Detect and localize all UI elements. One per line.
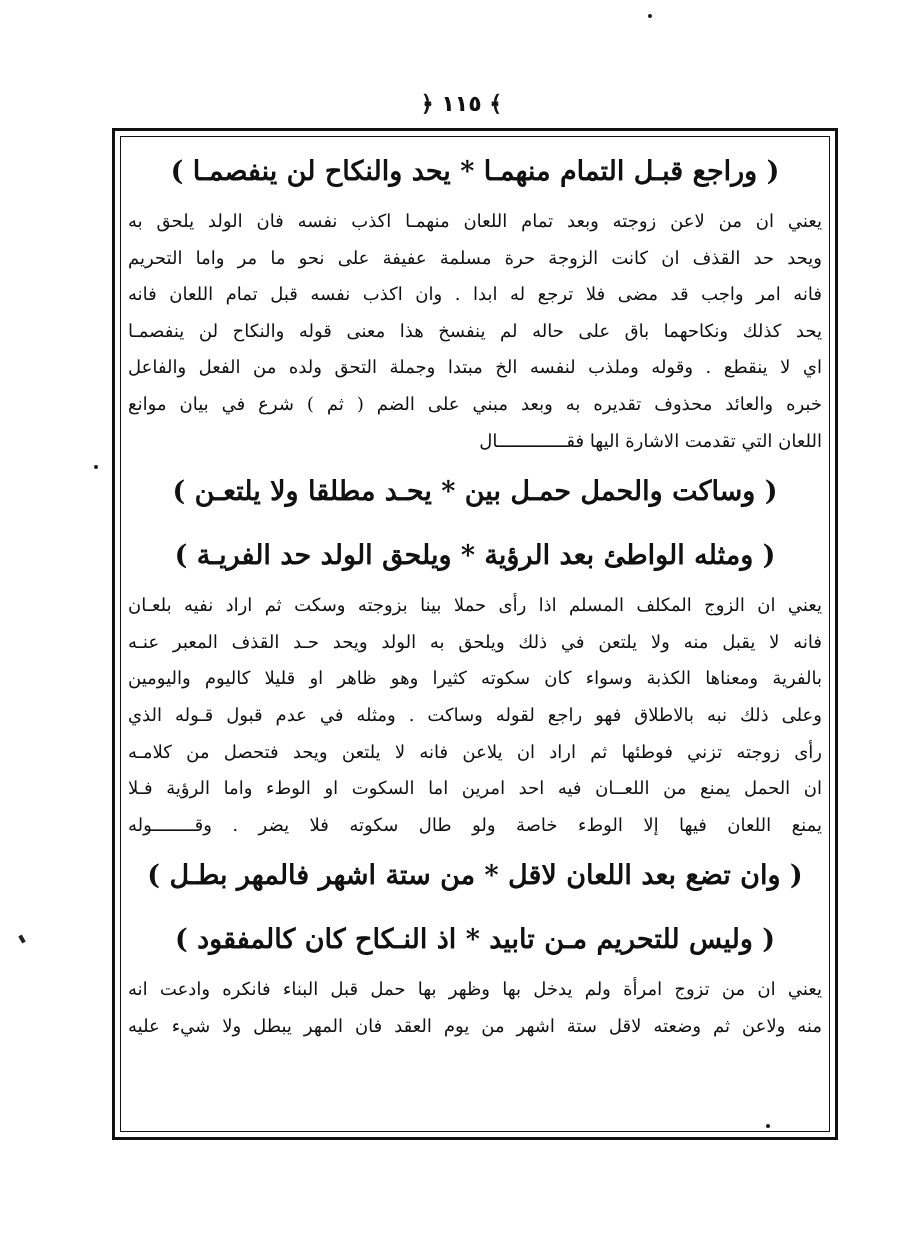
- text-line: اللعان التي تقدمت الاشارة اليها فقـــــــــــــال: [479, 430, 822, 452]
- text-line: يمنع اللعان فيها إلا الوطء خاصة ولو طال سكوته فلا يضر . وقــــــــوله: [128, 814, 822, 836]
- scan-speck: [18, 935, 25, 944]
- verse-line: ( وراجع قبـل التمام منهمـا * يحد والنكاح لن ينفصمـا ): [170, 156, 780, 187]
- text-line: يحد كذلك ونكاحهما باق على حاله لم ينفسخ هذا معنى قوله والنكاح لن ينفصمـا: [128, 320, 822, 342]
- text-line: يعني ان الزوج المكلف المسلم اذا رأى حملا بينا بزوجته وسكت ثم اراد نفيه بلعـان: [128, 595, 822, 617]
- page-content: [122, 140, 828, 1046]
- text-line: يعني ان من لاعن زوجته وبعد تمام اللعان منهمـا اكذب نفسه فان الولد يلحق به: [128, 211, 822, 232]
- scan-speck: [648, 14, 652, 18]
- scan-speck: [94, 465, 98, 469]
- text-line: وعلى ذلك نبه بالاطلاق فهو راجع لقوله وساكت . ومثله في عدم قبول قـوله الذي: [128, 704, 822, 726]
- verse-line: ( ومثله الواطئ بعد الرؤية * ويلحق الولد حد الفريـة ): [174, 540, 776, 572]
- text-line: فانه لا يقبل منه ولا يلتعن في ذلك ويلحق به الولد ويحد حـد القذف المعبر عنـه: [128, 631, 822, 653]
- text-line: ان الحمل يمنع من اللعــان فيه احد امرين اما السكوت او الوطء واما الرؤية فـلا: [128, 778, 822, 800]
- text-line: فانه امر واجب قد مضى فلا ترجع له ابدا . وان اكذب نفسه قبل تمام اللعان فانه: [128, 284, 822, 306]
- text-line: رأى زوجته تزني فوطئها ثم اراد ان يلاعن فانه لا يلتعن ويحد فتحصل من كلامـه: [128, 741, 822, 763]
- verse-line: ( وساكت والحمل حمـل بين * يحـد مطلقا ولا يلتعـن ): [172, 476, 778, 508]
- commentary-paragraph: [122, 972, 828, 1045]
- page-number: ﴿ ١١٥ ﴾: [420, 92, 503, 117]
- commentary-paragraph: [122, 588, 828, 844]
- text-line: ويحد حد القذف ان كانت الزوجة حرة مسلمة عفيفة على نحو ما مر واما التحريم: [128, 247, 822, 269]
- text-line: يعني ان من تزوج امرأة ولم يدخل بها وظهر بها حمل قبل البناء فانكره وادعت انه: [128, 979, 822, 1001]
- verse-line: ( وليس للتحريم مـن تابيد * اذ النـكاح كان كالمفقود ): [174, 924, 776, 956]
- verse-line: ( وان تضع بعد اللعان لاقل * من ستة اشهر فالمهر بطـل ): [147, 860, 803, 892]
- text-line: اي لا ينقطع . وقوله وملذب لنفسه الخ مبتدا وجملة التحق ولده من الفعل والفاعل: [128, 357, 822, 379]
- text-line: منه ولاعن ثم وضعته لاقل ستة اشهر من يوم العقد فان المهر يبطل ولا شيء عليه: [128, 1015, 822, 1037]
- text-line: خبره والعائد محذوف تقديره به وبعد مبني على الضم ( ثم ) شرع في بيان موانع: [128, 393, 822, 415]
- text-line: بالفرية ومعناها الكذبة وسواء كان سكوته كثيرا وهو ظاهر او قليلا كاليوم واليومين: [128, 668, 822, 690]
- scan-speck: [766, 1124, 770, 1128]
- commentary-paragraph: [122, 204, 828, 460]
